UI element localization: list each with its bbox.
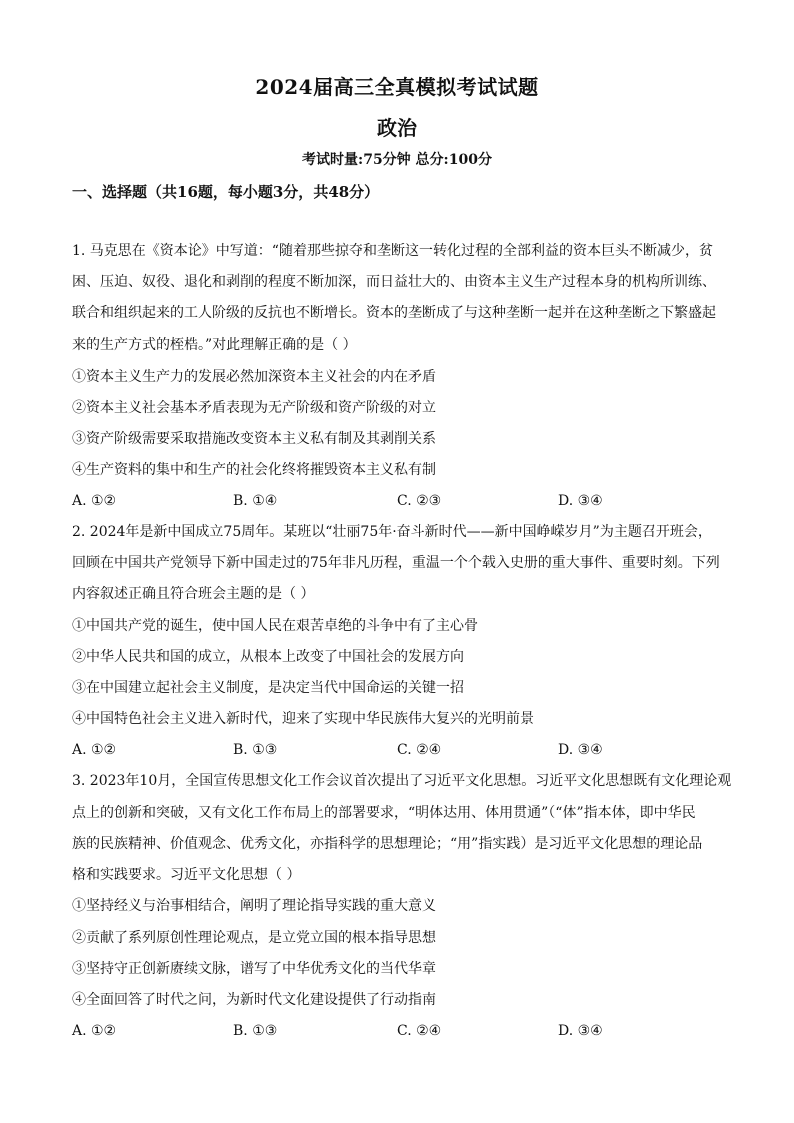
question-stem-line: 2. 2024年是新中国成立75周年。某班以“壮丽75年·奋斗新时代——新中国峥嵘岁月”为主题召开班会， bbox=[72, 524, 712, 540]
exam-info: 考试时量:75分钟 总分:100分 bbox=[302, 152, 492, 168]
option-d: D. ③④ bbox=[558, 742, 603, 758]
answer-options bbox=[72, 740, 732, 760]
question-stem-line: 回顾在中国共产党领导下新中国走过的75年非凡历程，重温一个个载入史册的重大事件、重要时刻。下列 bbox=[72, 555, 720, 571]
statement: ①资本主义生产力的发展必然加深资本主义社会的内在矛盾 bbox=[72, 369, 436, 385]
question-stem-line: 困、压迫、奴役、退化和剥削的程度不断加深，而日益壮大的、由资本主义生产过程本身的机构所训练、 bbox=[72, 274, 716, 290]
option-b: B. ①④ bbox=[233, 493, 278, 509]
statement: ④中国特色社会主义进入新时代，迎来了实现中华民族伟大复兴的光明前景 bbox=[72, 711, 534, 727]
question-stem-line: 内容叙述正确且符合班会主题的是（ ） bbox=[72, 586, 315, 602]
question-stem-line: 族的民族精神、价值观念、优秀文化，亦指科学的思想理论；“用”指实践）是习近平文化思想的理论品 bbox=[72, 836, 703, 852]
statement: ②中华人民共和国的成立，从根本上改变了中国社会的发展方向 bbox=[72, 649, 464, 665]
subject-title: 政治 bbox=[377, 116, 417, 140]
statement: ④全面回答了时代之问，为新时代文化建设提供了行动指南 bbox=[72, 992, 436, 1008]
statement: ③在中国建立起社会主义制度，是决定当代中国命运的关键一招 bbox=[72, 680, 464, 696]
option-c: C. ②③ bbox=[397, 493, 442, 509]
question-stem-line: 点上的创新和突破，又有文化工作布局上的部署要求，“明体达用、体用贯通”（“体”指本体，即中华民 bbox=[72, 805, 696, 821]
statement: ③资产阶级需要采取措施改变资本主义私有制及其剥削关系 bbox=[72, 431, 436, 447]
option-b: B. ①③ bbox=[233, 742, 278, 758]
statement: ③坚持守正创新赓续文脉，谱写了中华优秀文化的当代华章 bbox=[72, 961, 436, 977]
option-c: C. ②④ bbox=[397, 1023, 442, 1039]
statement: ②贡献了系列原创性理论观点，是立党立国的根本指导思想 bbox=[72, 930, 436, 946]
answer-options bbox=[72, 1021, 732, 1041]
question-stem-line: 来的生产方式的桎梏。”对此理解正确的是（ ） bbox=[72, 337, 357, 353]
answer-options bbox=[72, 491, 732, 511]
question-stem-line: 1. 马克思在《资本论》中写道：“随着那些掠夺和垄断这一转化过程的全部利益的资本巨头不断减少，贫 bbox=[72, 243, 713, 259]
option-d: D. ③④ bbox=[558, 1023, 603, 1039]
question-stem-line: 格和实践要求。习近平文化思想（ ） bbox=[72, 867, 301, 883]
option-a: A. ①② bbox=[72, 1023, 117, 1039]
question-stem-line: 联合和组织起来的工人阶级的反抗也不断增长。资本的垄断成了与这种垄断一起并在这种垄断之下繁盛起 bbox=[72, 305, 716, 321]
option-a: A. ①② bbox=[72, 493, 117, 509]
statement: ①中国共产党的诞生，使中国人民在艰苦卓绝的斗争中有了主心骨 bbox=[72, 618, 478, 634]
option-c: C. ②④ bbox=[397, 742, 442, 758]
question-stem-line: 3. 2023年10月，全国宣传思想文化工作会议首次提出了习近平文化思想。习近平文化思想既有文化理论观 bbox=[72, 773, 732, 789]
option-d: D. ③④ bbox=[558, 493, 603, 509]
statement: ④生产资料的集中和生产的社会化终将摧毁资本主义私有制 bbox=[72, 462, 436, 478]
statement: ②资本主义社会基本矛盾表现为无产阶级和资产阶级的对立 bbox=[72, 400, 436, 416]
option-b: B. ①③ bbox=[233, 1023, 278, 1039]
option-a: A. ①② bbox=[72, 742, 117, 758]
statement: ①坚持经义与治事相结合，阐明了理论指导实践的重大意义 bbox=[72, 898, 436, 914]
exam-title: 2024届高三全真模拟考试试题 bbox=[255, 75, 539, 99]
section-heading: 一、选择题（共16题，每小题3分，共48分） bbox=[72, 183, 380, 201]
